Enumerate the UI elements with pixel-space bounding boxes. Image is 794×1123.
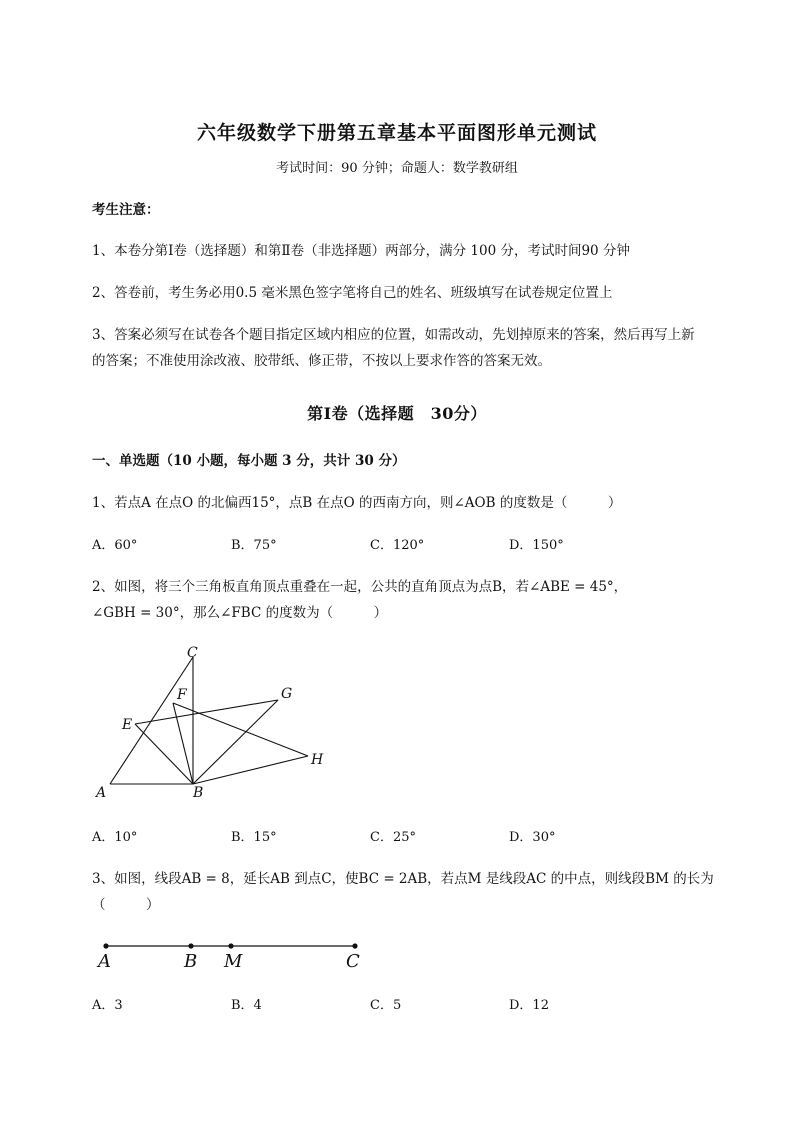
label-g: G [281,686,293,702]
segment-hb [193,756,308,784]
point-c [352,943,357,948]
label-c: C [187,645,198,661]
question-1-option-d[interactable]: D．150° [509,538,564,553]
label-a: A [96,785,107,801]
question-3-stem-line2: （ ） [92,897,160,913]
question-3-option-a[interactable]: A．3 [92,998,123,1013]
question-3-option-d[interactable]: D．12 [509,998,549,1013]
page-title: 六年级数学下册第五章基本平面图形单元测试 [196,122,597,144]
label-f: F [177,687,187,703]
section-title: 第Ⅰ卷（选择题 30分） [307,404,487,423]
question-2-option-b[interactable]: B．15° [231,830,277,845]
question-1-option-c[interactable]: C．120° [370,538,425,553]
triangle-figure [90,640,340,805]
question-2-stem-line1: 2、如图，将三个三角板直角顶点重叠在一起，公共的直角顶点为点B，若∠ABE = 45°， [92,579,628,595]
question-3-stem-line1: 3、如图，线段AB = 8，延长AB 到点C，使BC = 2AB，若点M 是线段AC 的中点，则线段BM 的长为 [92,871,714,887]
exam-info: 考试时间：90 分钟；命题人：数学教研组 [276,161,518,176]
label-a: A [98,951,111,972]
question-2-option-a[interactable]: A．10° [92,830,138,845]
notice-item-2: 2、答卷前，考生务必用0.5 毫米黑色签字笔将自己的姓名、班级填写在试卷规定位置上 [92,285,613,301]
label-c: C [346,951,360,972]
label-b: B [184,951,198,972]
question-3-option-b[interactable]: B．4 [231,998,262,1013]
segment-figure [90,935,380,980]
question-2-option-c[interactable]: C．25° [370,830,416,845]
label-m: M [224,951,243,972]
question-2-stem-line2: ∠GBH = 30°，那么∠FBC 的度数为（ ） [92,605,388,621]
point-a [103,943,108,948]
label-h: H [311,752,324,768]
notice-heading: 考生注意： [92,202,160,218]
notice-item-3-cont: 的答案；不准使用涂改液、胶带纸、修正带，不按以上要求作答的答案无效。 [92,353,551,369]
point-b [188,943,193,948]
segment-eb [135,724,193,784]
point-m [228,943,233,948]
notice-item-1: 1、本卷分第Ⅰ卷（选择题）和第Ⅱ卷（非选择题）两部分，满分 100 分，考试时间90 分钟 [92,243,630,259]
question-1-option-b[interactable]: B．75° [231,538,277,553]
part-heading: 一、单选题（10 小题，每小题 3 分，共计 30 分） [92,453,406,469]
label-e: E [122,717,133,733]
question-2-option-d[interactable]: D．30° [509,830,556,845]
question-1-option-a[interactable]: A．60° [92,538,138,553]
label-b: B [193,785,204,801]
question-1-stem: 1、若点A 在点O 的北偏西15°，点B 在点O 的西南方向，则∠AOB 的度数是（ ） [92,495,622,511]
notice-item-3: 3、答案必须写在试卷各个题目指定区域内相应的位置，如需改动，先划掉原来的答案，然后再写上新 [92,327,695,343]
question-3-option-c[interactable]: C．5 [370,998,402,1013]
